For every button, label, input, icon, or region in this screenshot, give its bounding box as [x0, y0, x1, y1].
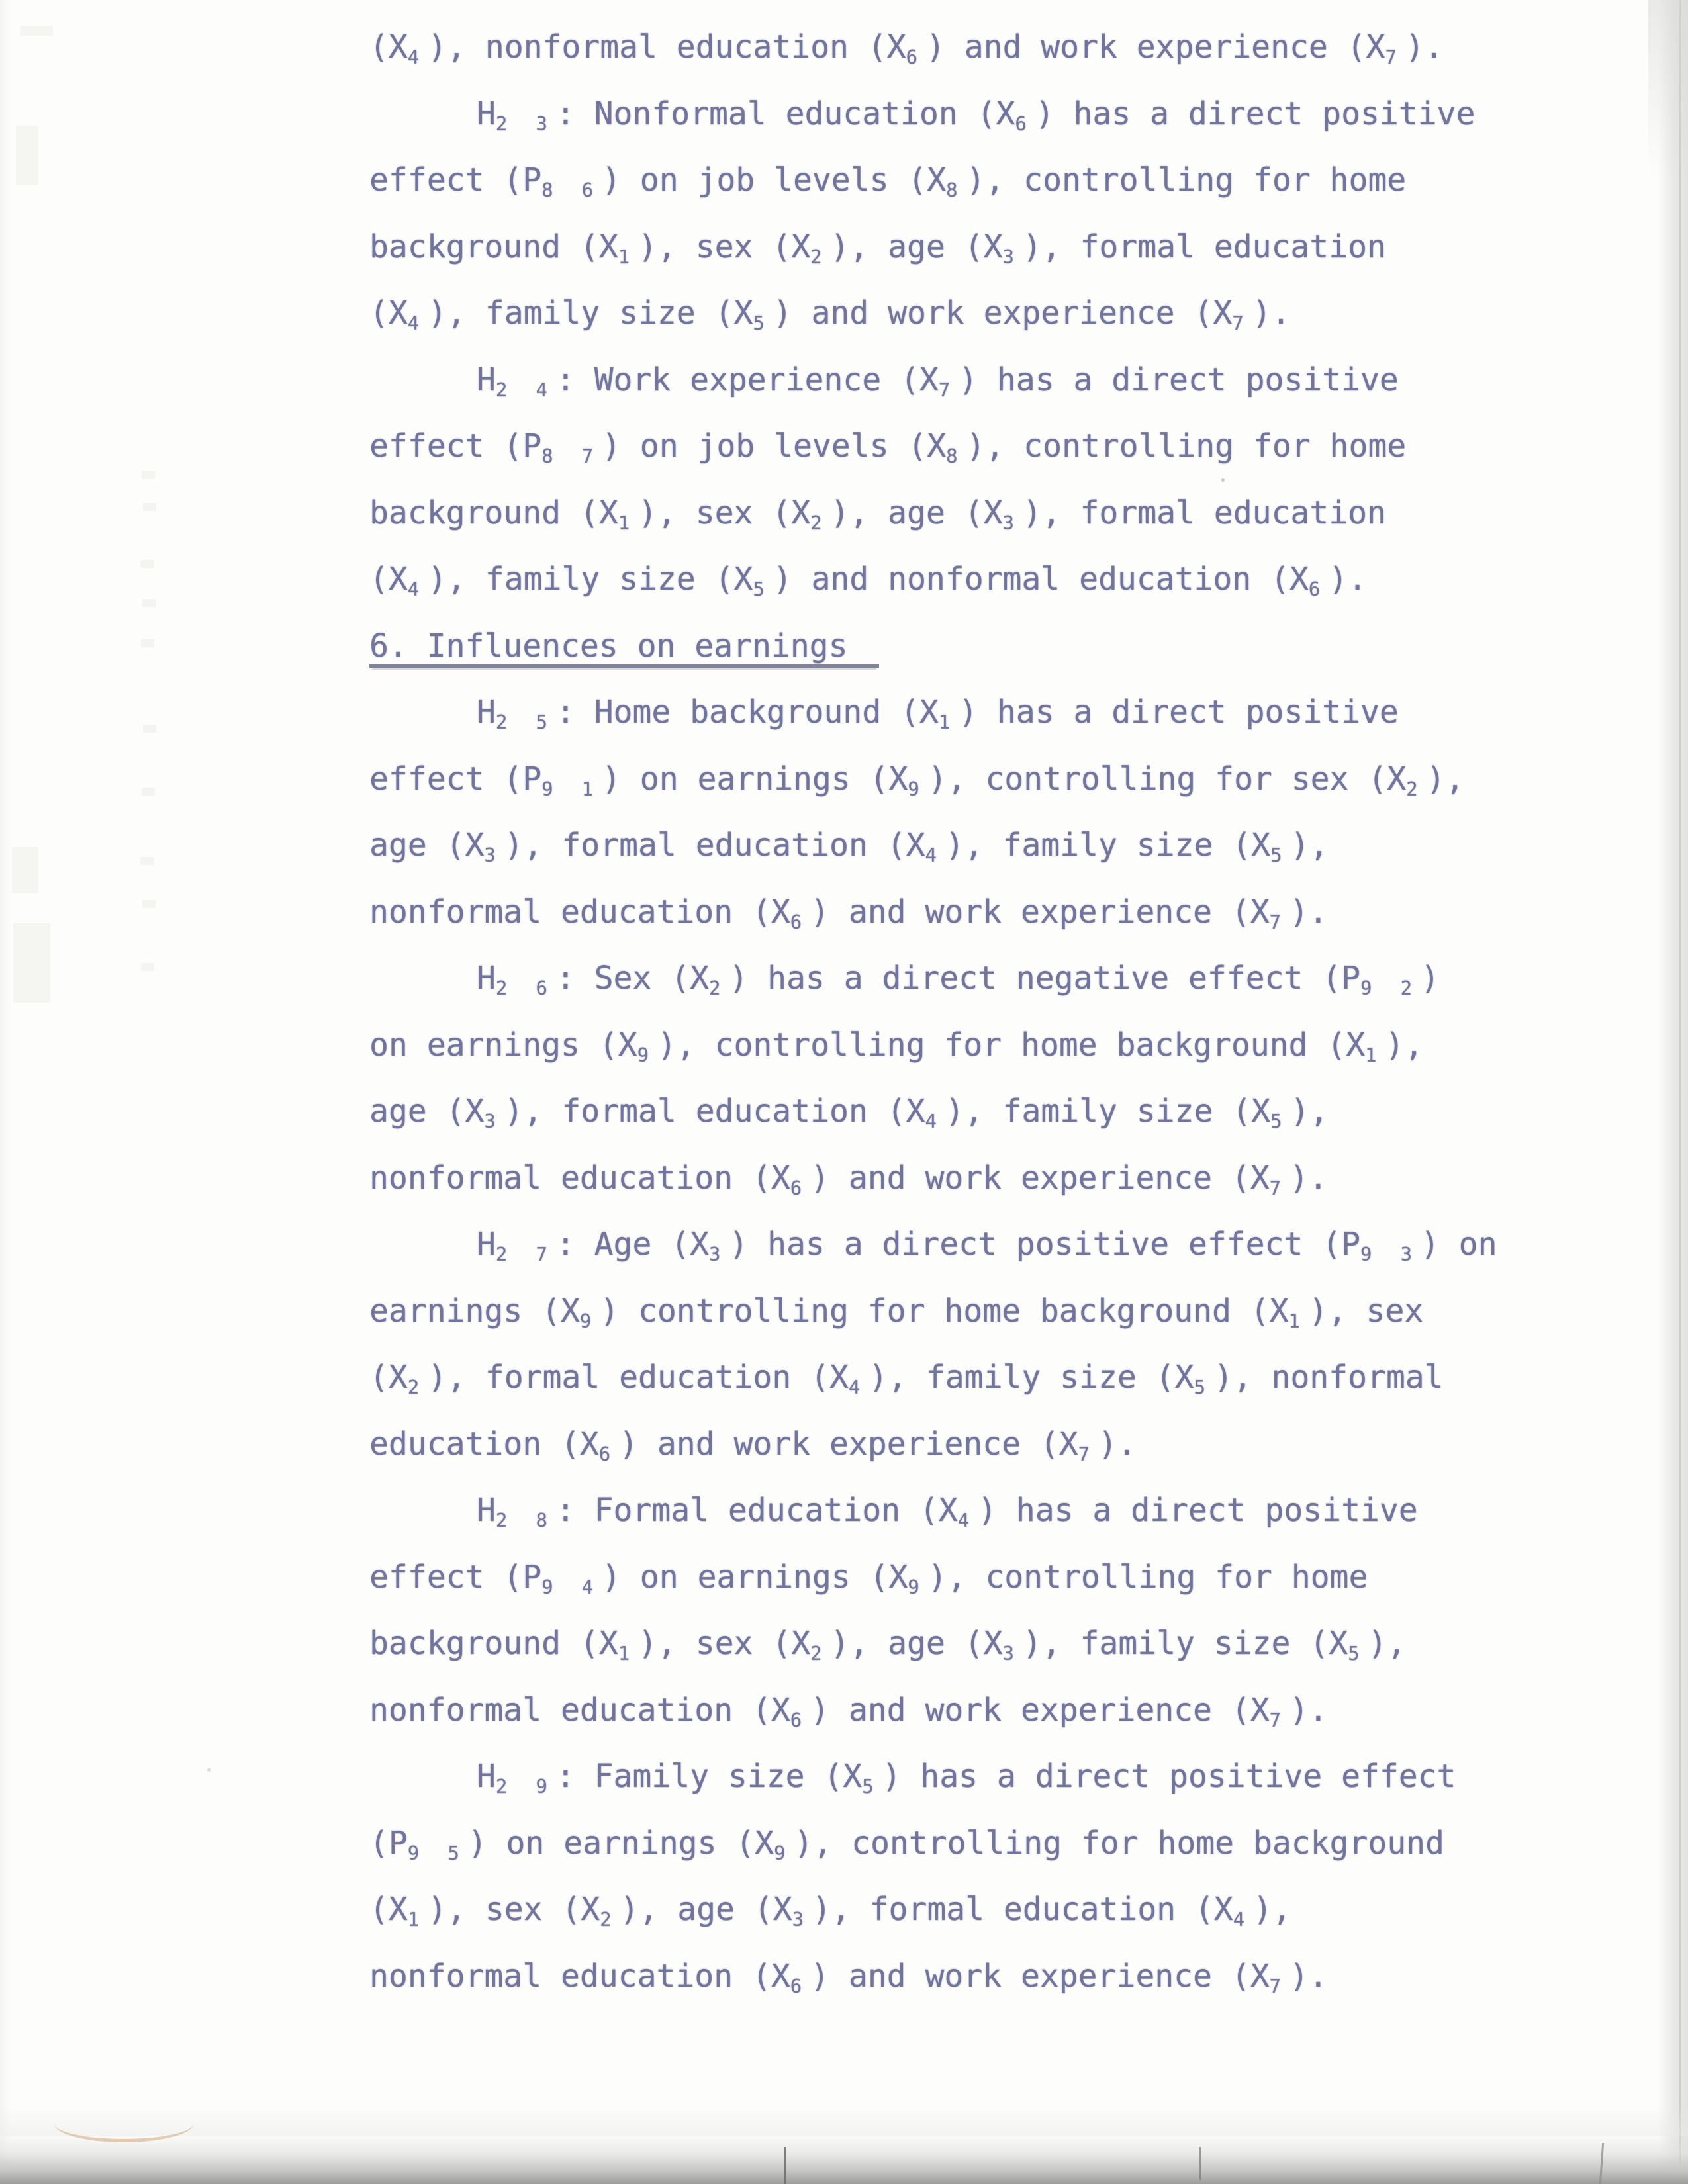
scan-noise — [142, 599, 156, 607]
text-line — [369, 679, 1497, 746]
line-text: $H_{2 6}$: Sex $(X_2)$ has a direct negative effect $(P_{9 2})$ — [477, 960, 1440, 1000]
subscript: 6 — [790, 1176, 811, 1199]
line-text: $(X_4)$, family size $(X_5)$ and nonformal education $(X_6)$. — [369, 561, 1367, 601]
subscript: 9 4 — [541, 1575, 602, 1598]
subscript: 7 — [1269, 1176, 1289, 1199]
subscript: 9 5 — [407, 1841, 468, 1864]
scan-speck — [207, 1768, 211, 1772]
line-text: $(X_2)$, formal education $(X_4)$, family size $(X_5)$, nonformal — [369, 1359, 1444, 1399]
text-line — [369, 214, 1497, 281]
text-line — [369, 1411, 1497, 1478]
subscript: 6 — [1015, 112, 1035, 135]
subscript: 5 — [862, 1775, 882, 1798]
subscript: 1 — [618, 511, 638, 534]
text-line — [369, 480, 1497, 547]
line-text: $(X_4)$, family size $(X_5)$ and work experience $(X_7)$. — [369, 295, 1291, 335]
text-line — [369, 746, 1497, 813]
subscript: 5 — [753, 578, 773, 601]
subscript: 7 — [938, 378, 959, 401]
subscript: 1 — [1288, 1309, 1309, 1332]
scan-noise — [140, 560, 154, 568]
subscript: 2 6 — [495, 977, 556, 1000]
subscript: 4 — [1233, 1908, 1253, 1931]
text-line — [369, 1876, 1497, 1943]
scan-bottom-tick-mark — [1199, 2147, 1201, 2180]
scan-noise — [143, 725, 156, 733]
subscript: 9 — [908, 1575, 928, 1598]
subscript: 9 — [637, 1043, 657, 1066]
scan-right-edge-strip — [1658, 0, 1688, 2184]
scan-bottom-shade — [0, 2105, 1688, 2136]
scan-tan-curl-mark — [54, 2122, 193, 2142]
subscript: 1 — [618, 245, 638, 268]
text-line — [369, 147, 1497, 214]
subscript: 6 — [790, 910, 811, 933]
subscript: 2 3 — [495, 112, 556, 135]
subscript: 5 — [1270, 844, 1291, 867]
line-text: nonformal education $(X_6)$ and work experience $(X_7)$. — [369, 1957, 1328, 1997]
scan-right-edge-line — [1679, 0, 1681, 2184]
subscript: 4 — [925, 844, 945, 867]
text-line — [369, 546, 1497, 613]
subscript: 6 — [598, 1442, 620, 1465]
scan-noise — [142, 471, 155, 479]
subscript: 2 — [810, 245, 831, 268]
line-text: $H_{2 5}$: Home background $(X_1)$ has a direct positive — [477, 694, 1399, 734]
line-text: $H_{2 7}$: Age $(X_3)$ has a direct positive effect $(P_{9 3})$ on — [477, 1226, 1497, 1266]
subscript: 2 — [1406, 777, 1427, 800]
subscript: 8 7 — [541, 445, 602, 468]
subscript: 2 — [810, 1642, 831, 1665]
text-line — [369, 1810, 1497, 1877]
subscript: 9 1 — [541, 777, 602, 800]
subscript: 9 — [579, 1309, 600, 1332]
subscript: 9 — [908, 777, 928, 800]
subscript: 6 — [790, 1974, 811, 1997]
line-text: age $(X_3)$, formal education $(X_4)$, family size $(X_5)$, — [369, 1093, 1329, 1133]
subscript: 6 — [1308, 578, 1329, 601]
line-text: $H_{2 8}$: Formal education $(X_4)$ has a direct positive — [477, 1492, 1418, 1532]
line-text: $(X_4)$, nonformal education $(X_6)$ and work experience $(X_7)$. — [369, 28, 1444, 69]
text-line — [369, 280, 1497, 347]
text-line — [369, 945, 1497, 1012]
subscript: 3 — [484, 1110, 504, 1133]
line-text: age $(X_3)$, formal education $(X_4)$, family size $(X_5)$, — [369, 827, 1329, 867]
line-text: background $(X_1)$, sex $(X_2)$, age $(X_3)$, formal education — [369, 228, 1386, 268]
text-line — [369, 1278, 1497, 1345]
scan-noise — [143, 503, 156, 511]
scan-noise — [140, 857, 154, 865]
text-line — [369, 81, 1497, 148]
subscript: 1 — [618, 1642, 638, 1665]
text-line — [369, 879, 1497, 946]
subscript: 8 — [946, 445, 966, 468]
subscript: 5 — [1348, 1642, 1368, 1665]
text-line — [369, 1544, 1497, 1611]
scan-fleck — [12, 847, 38, 893]
subscript: 7 — [1232, 312, 1252, 335]
subscript: 3 — [709, 1243, 729, 1266]
line-text: effect $(P_{8 7})$ on job levels $(X_8)$, controlling for home — [369, 428, 1407, 468]
text-line — [369, 1610, 1497, 1677]
subscript: 6 — [906, 46, 926, 69]
subscript: 4 — [407, 578, 428, 601]
subscript: 5 — [1270, 1110, 1291, 1133]
subscript: 3 — [1002, 511, 1023, 534]
scan-right-edge-shadow — [1648, 0, 1688, 179]
subscript: 2 8 — [495, 1509, 556, 1532]
subscript: 5 — [753, 312, 773, 335]
subscript: 2 7 — [495, 1243, 556, 1266]
scan-noise — [142, 788, 155, 796]
text-line — [369, 1211, 1497, 1278]
text-line — [369, 14, 1497, 81]
subscript: 7 — [1385, 46, 1405, 69]
scan-left-edge — [0, 0, 11, 2184]
line-text: $(P_{9 5})$ on earnings $(X_9)$, controlling for home background — [369, 1824, 1444, 1864]
text-line — [369, 1677, 1497, 1744]
subscript: 2 5 — [495, 711, 556, 734]
subscript: 2 — [407, 1376, 428, 1399]
line-text: education $(X_6)$ and work experience $(X_7)$. — [369, 1425, 1137, 1465]
scan-bottom-band — [0, 2136, 1688, 2184]
line-text: $H_{2 9}$: Family size $(X_5)$ has a direct positive effect — [477, 1758, 1456, 1798]
text-line — [369, 1477, 1497, 1544]
subscript: 3 — [1002, 1642, 1023, 1665]
line-text: earnings $(X_9)$ controlling for home background $(X_1)$, sex — [369, 1292, 1424, 1332]
subscript: 4 — [925, 1110, 945, 1133]
scan-bottom-tick-mark — [784, 2147, 786, 2184]
typewritten-text — [369, 14, 1497, 2009]
section-heading — [369, 613, 1497, 680]
subscript: 1 — [1365, 1043, 1385, 1066]
scan-fleck — [16, 126, 38, 185]
subscript: 9 2 — [1360, 977, 1421, 1000]
heading-text: 6. Influences on earnings — [369, 627, 879, 668]
scan-noise — [141, 639, 154, 647]
subscript: 3 — [484, 844, 504, 867]
subscript: 2 9 — [495, 1775, 556, 1798]
text-line — [369, 347, 1497, 414]
text-line — [369, 1743, 1497, 1810]
subscript: 9 3 — [1360, 1243, 1421, 1266]
scan-fleck — [20, 26, 53, 36]
subscript: 7 — [1269, 1974, 1289, 1997]
subscript: 3 — [1002, 245, 1023, 268]
text-line — [369, 1012, 1497, 1079]
line-text: effect $(P_{8 6})$ on job levels $(X_8)$, controlling for home — [369, 161, 1407, 202]
text-line — [369, 812, 1497, 879]
scan-noise — [141, 963, 154, 971]
subscript: 4 — [407, 46, 428, 69]
scan-page-edge-mark — [1599, 2143, 1604, 2184]
line-text: background $(X_1)$, sex $(X_2)$, age $(X_3)$, family size $(X_5)$, — [369, 1625, 1407, 1665]
line-text: effect $(P_{9 1})$ on earnings $(X_9)$, controlling for sex $(X_2)$, — [369, 760, 1465, 800]
subscript: 1 — [407, 1908, 428, 1931]
subscript: 3 — [792, 1908, 812, 1931]
text-line — [369, 1145, 1497, 1212]
subscript: 1 — [938, 711, 959, 734]
subscript: 9 — [774, 1841, 794, 1864]
text-line — [369, 1344, 1497, 1411]
line-text: nonformal education $(X_6)$ and work experience $(X_7)$. — [369, 1691, 1328, 1731]
subscript: 7 — [1269, 910, 1289, 933]
subscript: 7 — [1078, 1442, 1098, 1465]
line-text: $(X_1)$, sex $(X_2)$, age $(X_3)$, formal education $(X_4)$, — [369, 1891, 1291, 1931]
subscript: 8 6 — [541, 179, 602, 202]
subscript: 2 4 — [495, 378, 556, 401]
subscript: 6 — [790, 1708, 811, 1731]
text-line — [369, 1078, 1497, 1145]
scan-fleck — [13, 923, 50, 1003]
subscript: 4 — [957, 1509, 978, 1532]
subscript: 7 — [1269, 1708, 1289, 1731]
scan-noise — [142, 900, 156, 908]
line-text: nonformal education $(X_6)$ and work experience $(X_7)$. — [369, 1159, 1328, 1199]
line-text: $H_{2 3}$: Nonformal education $(X_6)$ has a direct positive — [477, 95, 1476, 135]
subscript: 4 — [848, 1376, 869, 1399]
line-text: effect $(P_{9 4})$ on earnings $(X_9)$, controlling for home — [369, 1558, 1368, 1598]
subscript: 2 — [709, 977, 729, 1000]
line-text: background $(X_1)$, sex $(X_2)$, age $(X_3)$, formal education — [369, 494, 1386, 534]
line-text: $H_{2 4}$: Work experience $(X_7)$ has a direct positive — [477, 361, 1399, 401]
subscript: 4 — [407, 312, 428, 335]
subscript: 5 — [1194, 1376, 1214, 1399]
subscript: 8 — [946, 179, 966, 202]
line-text: on earnings $(X_9)$, controlling for home background $(X_1)$, — [369, 1026, 1424, 1066]
subscript: 2 — [810, 511, 831, 534]
subscript: 2 — [600, 1908, 620, 1931]
text-line — [369, 1943, 1497, 2010]
text-line — [369, 413, 1497, 480]
line-text: nonformal education $(X_6)$ and work experience $(X_7)$. — [369, 893, 1328, 933]
